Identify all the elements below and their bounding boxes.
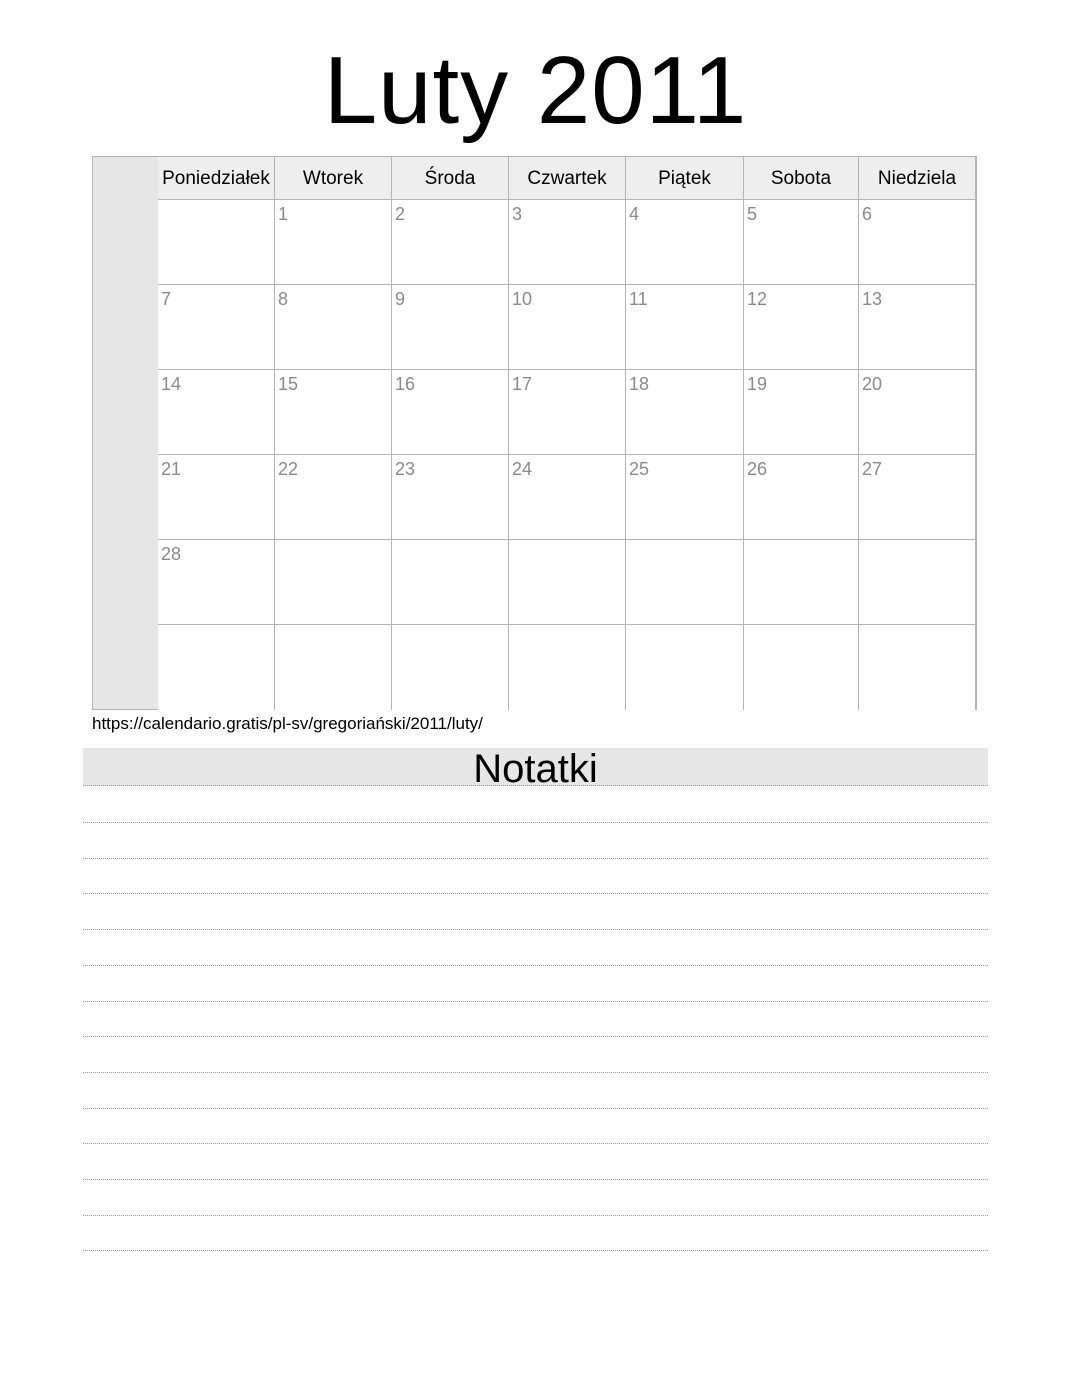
day-cell[interactable] — [509, 370, 626, 455]
note-line[interactable] — [83, 1143, 988, 1144]
day-cell[interactable] — [744, 370, 859, 455]
day-cell[interactable] — [158, 540, 275, 625]
day-cell[interactable] — [275, 285, 392, 370]
weekday-header: Poniedziałek — [158, 157, 275, 200]
note-line[interactable] — [83, 1036, 988, 1037]
day-cell[interactable] — [158, 370, 275, 455]
note-line[interactable] — [83, 822, 988, 823]
day-cell[interactable] — [158, 285, 275, 370]
day-number: 22 — [278, 459, 299, 479]
day-number: 28 — [161, 544, 182, 564]
day-number: 16 — [395, 374, 416, 394]
day-cell[interactable] — [158, 455, 275, 540]
day-cell[interactable] — [509, 285, 626, 370]
day-cell[interactable] — [392, 540, 509, 625]
day-cell[interactable] — [859, 370, 976, 455]
source-url[interactable]: https://calendario.gratis/pl-sv/gregoriański/2011/luty/ — [92, 714, 483, 733]
day-number: 17 — [512, 374, 533, 394]
calendar-title: Luty 2011 — [323, 37, 748, 144]
day-cell[interactable] — [859, 625, 976, 710]
day-cell[interactable] — [158, 625, 275, 710]
note-line[interactable] — [83, 893, 988, 894]
notes-header: Notatki — [83, 748, 988, 786]
day-number: 24 — [512, 459, 533, 479]
day-number: 19 — [747, 374, 768, 394]
day-number: 25 — [629, 459, 650, 479]
day-cell[interactable] — [275, 455, 392, 540]
day-number: 2 — [395, 204, 406, 224]
day-cell[interactable] — [509, 540, 626, 625]
day-number: 20 — [862, 374, 883, 394]
day-cell[interactable] — [744, 200, 859, 285]
day-number: 23 — [395, 459, 416, 479]
day-number: 4 — [629, 204, 640, 224]
day-cell[interactable] — [744, 625, 859, 710]
note-line[interactable] — [83, 858, 988, 859]
note-line[interactable] — [83, 1179, 988, 1180]
day-number: 9 — [395, 289, 406, 309]
day-cell[interactable] — [859, 455, 976, 540]
day-cell[interactable] — [392, 200, 509, 285]
day-cell[interactable] — [859, 200, 976, 285]
note-line[interactable] — [83, 1072, 988, 1073]
note-line[interactable] — [83, 1108, 988, 1109]
day-cell[interactable] — [275, 625, 392, 710]
weekday-header: Piątek — [626, 157, 744, 200]
weekday-header: Środa — [392, 157, 509, 200]
note-line[interactable] — [83, 1250, 988, 1251]
day-number: 18 — [629, 374, 650, 394]
day-cell[interactable] — [275, 200, 392, 285]
day-cell[interactable] — [626, 455, 744, 540]
day-cell[interactable] — [859, 540, 976, 625]
day-number: 1 — [278, 204, 289, 224]
day-cell[interactable] — [509, 625, 626, 710]
day-cell[interactable] — [744, 285, 859, 370]
day-cell[interactable] — [392, 285, 509, 370]
day-number: 12 — [747, 289, 768, 309]
day-number: 13 — [862, 289, 883, 309]
weekday-header: Niedziela — [859, 157, 976, 200]
day-cell[interactable] — [275, 370, 392, 455]
day-cell[interactable] — [744, 540, 859, 625]
weekday-header: Wtorek — [275, 157, 392, 200]
day-cell[interactable] — [626, 625, 744, 710]
note-line[interactable] — [83, 965, 988, 966]
day-number: 6 — [862, 204, 873, 224]
day-number: 26 — [747, 459, 768, 479]
day-number: 3 — [512, 204, 523, 224]
day-number: 11 — [629, 289, 648, 309]
day-cell[interactable] — [392, 370, 509, 455]
weekday-header: Czwartek — [509, 157, 626, 200]
day-number: 7 — [161, 289, 172, 309]
day-cell[interactable] — [158, 200, 275, 285]
day-number: 14 — [161, 374, 182, 394]
weekday-header: Sobota — [744, 157, 859, 200]
day-number: 8 — [278, 289, 289, 309]
note-line[interactable] — [83, 1001, 988, 1002]
day-cell[interactable] — [509, 455, 626, 540]
day-cell[interactable] — [859, 285, 976, 370]
note-line[interactable] — [83, 1215, 988, 1216]
day-number: 10 — [512, 289, 533, 309]
day-number: 27 — [862, 459, 883, 479]
day-cell[interactable] — [626, 200, 744, 285]
day-number: 15 — [278, 374, 299, 394]
day-number: 21 — [161, 459, 182, 479]
month-grid — [92, 156, 977, 710]
day-cell[interactable] — [626, 540, 744, 625]
day-cell[interactable] — [392, 455, 509, 540]
day-cell[interactable] — [744, 455, 859, 540]
note-line[interactable] — [83, 929, 988, 930]
day-cell[interactable] — [392, 625, 509, 710]
day-cell[interactable] — [626, 285, 744, 370]
day-number: 5 — [747, 204, 758, 224]
day-cell[interactable] — [509, 200, 626, 285]
day-cell[interactable] — [275, 540, 392, 625]
week-number-column — [93, 157, 159, 709]
day-cell[interactable] — [626, 370, 744, 455]
